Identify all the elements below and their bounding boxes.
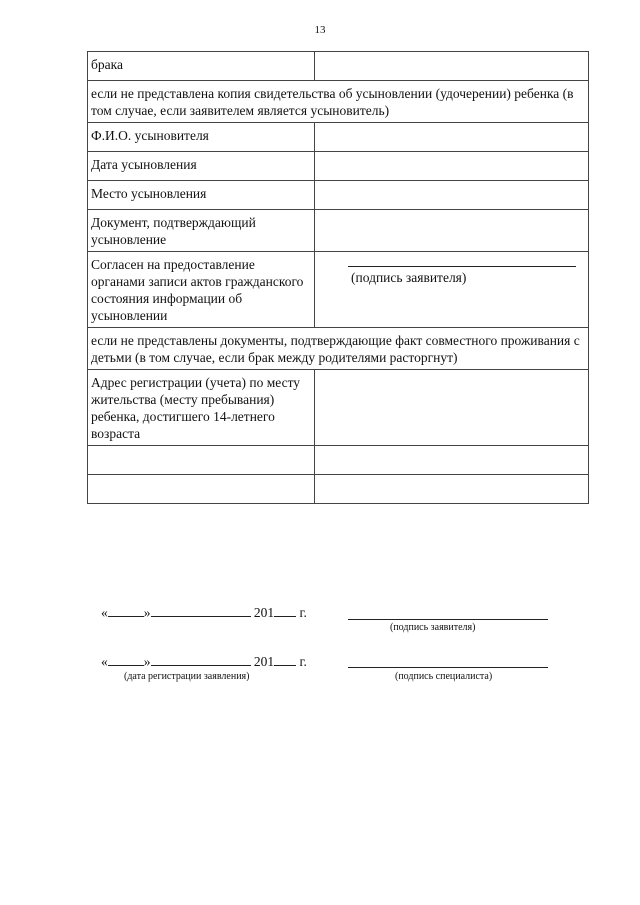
applicant-signature-caption: (подпись заявителя) xyxy=(390,622,476,633)
table-row xyxy=(88,81,589,123)
table-row xyxy=(88,52,589,81)
field-adopter-name[interactable] xyxy=(315,123,589,152)
registration-date-row[interactable] xyxy=(101,653,307,670)
month-blank[interactable] xyxy=(151,653,251,666)
section-header-cohabitation: если не представлены документы, подтверждающие факт совместного проживания с детьми (в том случае, если брак между родителями расторгнут) xyxy=(88,328,589,370)
page-number: 13 xyxy=(314,24,326,36)
signature-line xyxy=(348,266,576,267)
label-adoption-place: Место усыновления xyxy=(88,181,315,210)
table-row xyxy=(88,210,589,252)
year-prefix: 201 xyxy=(253,605,275,620)
specialist-signature-caption: (подпись специалиста) xyxy=(395,671,493,682)
day-blank[interactable] xyxy=(108,653,144,666)
field-adoption-date[interactable] xyxy=(315,152,589,181)
application-form-table xyxy=(87,51,589,504)
quote-open: « xyxy=(101,654,108,669)
table-row xyxy=(88,252,589,328)
table-row xyxy=(88,152,589,181)
day-blank[interactable] xyxy=(108,604,144,617)
year-blank[interactable] xyxy=(274,653,296,666)
specialist-signature-line[interactable] xyxy=(348,667,548,668)
table-row xyxy=(88,181,589,210)
applicant-date-row[interactable] xyxy=(101,604,307,621)
label-consent: Согласен на предоставление органами записи актов гражданского состояния информации об усыновлении xyxy=(88,252,315,328)
label-brak: брака xyxy=(88,52,315,81)
empty-cell[interactable] xyxy=(88,475,315,504)
year-prefix: 201 xyxy=(253,654,275,669)
quote-close: » xyxy=(143,654,151,669)
quote-open: « xyxy=(101,605,108,620)
month-blank[interactable] xyxy=(151,604,251,617)
label-adoption-document: Документ, подтверждающий усыновление xyxy=(88,210,315,252)
field-adoption-place[interactable] xyxy=(315,181,589,210)
label-adopter-name: Ф.И.О. усыновителя xyxy=(88,123,315,152)
table-row xyxy=(88,475,589,504)
section-header-adoption: если не представлена копия свидетельства об усыновлении (удочерении) ребенка (в том случае, если заявителем является усыновитель) xyxy=(88,81,589,123)
label-child-address: Адрес регистрации (учета) по месту жительства (месту пребывания) ребенка, достигшего 14-летнего возраста xyxy=(88,370,315,446)
field-child-address[interactable] xyxy=(315,370,589,446)
applicant-signature-line[interactable] xyxy=(348,619,548,620)
empty-cell[interactable] xyxy=(88,446,315,475)
field-adoption-document[interactable] xyxy=(315,210,589,252)
year-blank[interactable] xyxy=(274,604,296,617)
quote-close: » xyxy=(143,605,151,620)
field-consent-signature[interactable] xyxy=(315,252,589,328)
signature-caption: (подпись заявителя) xyxy=(351,270,467,285)
table-row xyxy=(88,328,589,370)
table-row xyxy=(88,370,589,446)
registration-date-caption: (дата регистрации заявления) xyxy=(124,671,250,682)
year-suffix: г. xyxy=(299,654,307,669)
table-row xyxy=(88,123,589,152)
empty-cell[interactable] xyxy=(315,446,589,475)
field-brak[interactable] xyxy=(315,52,589,81)
label-adoption-date: Дата усыновления xyxy=(88,152,315,181)
table-row xyxy=(88,446,589,475)
year-suffix: г. xyxy=(299,605,307,620)
empty-cell[interactable] xyxy=(315,475,589,504)
